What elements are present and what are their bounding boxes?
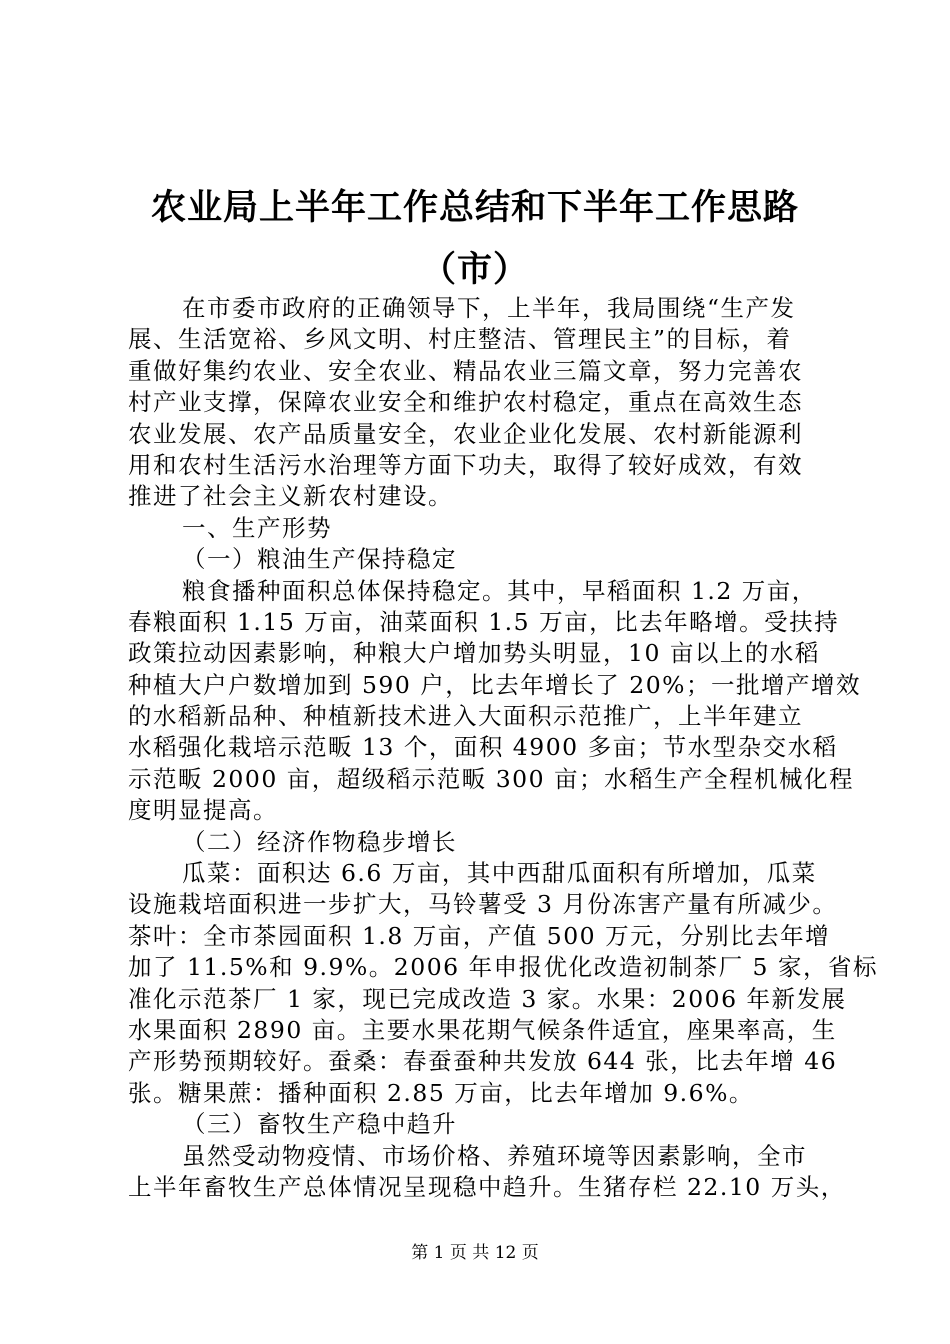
paragraph-line: 粮食播种面积总体保持稳定。其中，早稻面积 1.2 万亩， [182,576,817,605]
section-heading: 一、生产形势 [182,513,332,542]
page-footer: 第 1 页 共 12 页 [411,1243,539,1263]
paragraph-line: 设施栽培面积进一步扩大，马铃薯受 3 月份冻害产量有所减少。 [128,890,838,919]
paragraph-line: 度明显提高。 [128,796,278,825]
paragraph-line: 种植大户户数增加到 590 户，比去年增长了 20%；一批增产增效 [128,670,861,699]
paragraph-line: 水稻强化栽培示范畈 13 个，面积 4900 多亩；节水型杂交水稻 [128,733,838,762]
paragraph-line: 农业发展、农产品质量安全，农业企业化发展、农村新能源利 [128,419,803,448]
paragraph-line: 产形势预期较好。蚕桑：春蚕蚕种共发放 644 张，比去年增 46 [128,1047,838,1076]
paragraph-line: 准化示范茶厂 1 家，现已完成改造 3 家。水果：2006 年新发展 [128,984,847,1013]
paragraph-line: 水果面积 2890 亩。主要水果花期气候条件适宜，座果率高，生 [128,1015,837,1044]
paragraph-line: 政策拉动因素影响，种粮大户增加势头明显，10 亩以上的水稻 [128,639,820,668]
paragraph-line: 的水稻新品种、种植新技术进入大面积示范推广，上半年建立 [128,702,803,731]
document-body [128,293,878,1203]
subsection-heading: （一）粮油生产保持稳定 [182,545,457,574]
paragraph-line: 用和农村生活污水治理等方面下功夫，取得了较好成效，有效 [128,450,803,479]
paragraph-line: 推进了社会主义新农村建设。 [128,482,453,511]
paragraph-line: 上半年畜牧生产总体情况呈现稳中趋升。生猪存栏 22.10 万头， [128,1172,846,1201]
paragraph-line: 虽然受动物疫情、市场价格、养殖环境等因素影响，全市 [182,1141,807,1170]
paragraph-line: 展、生活宽裕、乡风文明、村庄整洁、管理民主”的目标，着 [128,325,792,354]
paragraph-line: 茶叶：全市茶园面积 1.8 万亩，产值 500 万元，分别比去年增 [128,921,831,950]
paragraph-line: 重做好集约农业、安全农业、精品农业三篇文章，努力完善农 [128,356,803,385]
paragraph-line: 瓜菜：面积达 6.6 万亩，其中西甜瓜面积有所增加，瓜菜 [182,859,817,888]
document-title: 农业局上半年工作总结和下半年工作思路 [150,188,799,228]
paragraph-line: 张。糖果蔗：播种面积 2.85 万亩，比去年增加 9.6%。 [128,1078,754,1107]
paragraph-line: 村产业支撑，保障农业安全和维护农村稳定，重点在高效生态 [128,388,803,417]
subsection-heading: （二）经济作物稳步增长 [182,827,457,856]
paragraph-line: 示范畈 2000 亩，超级稻示范畈 300 亩；水稻生产全程机械化程 [128,764,855,793]
subsection-heading: （三）畜牧生产稳中趋升 [182,1110,457,1139]
document-title-suffix: （市） [420,250,529,290]
paragraph-line: 在市委市政府的正确领导下，上半年，我局围绕“生产发 [182,294,796,322]
paragraph-line: 春粮面积 1.15 万亩，油菜面积 1.5 万亩，比去年略增。受扶持 [128,607,840,636]
paragraph-line: 加了 11.5%和 9.9%。2006 年申报优化改造初制茶厂 5 家，省标 [128,953,878,982]
